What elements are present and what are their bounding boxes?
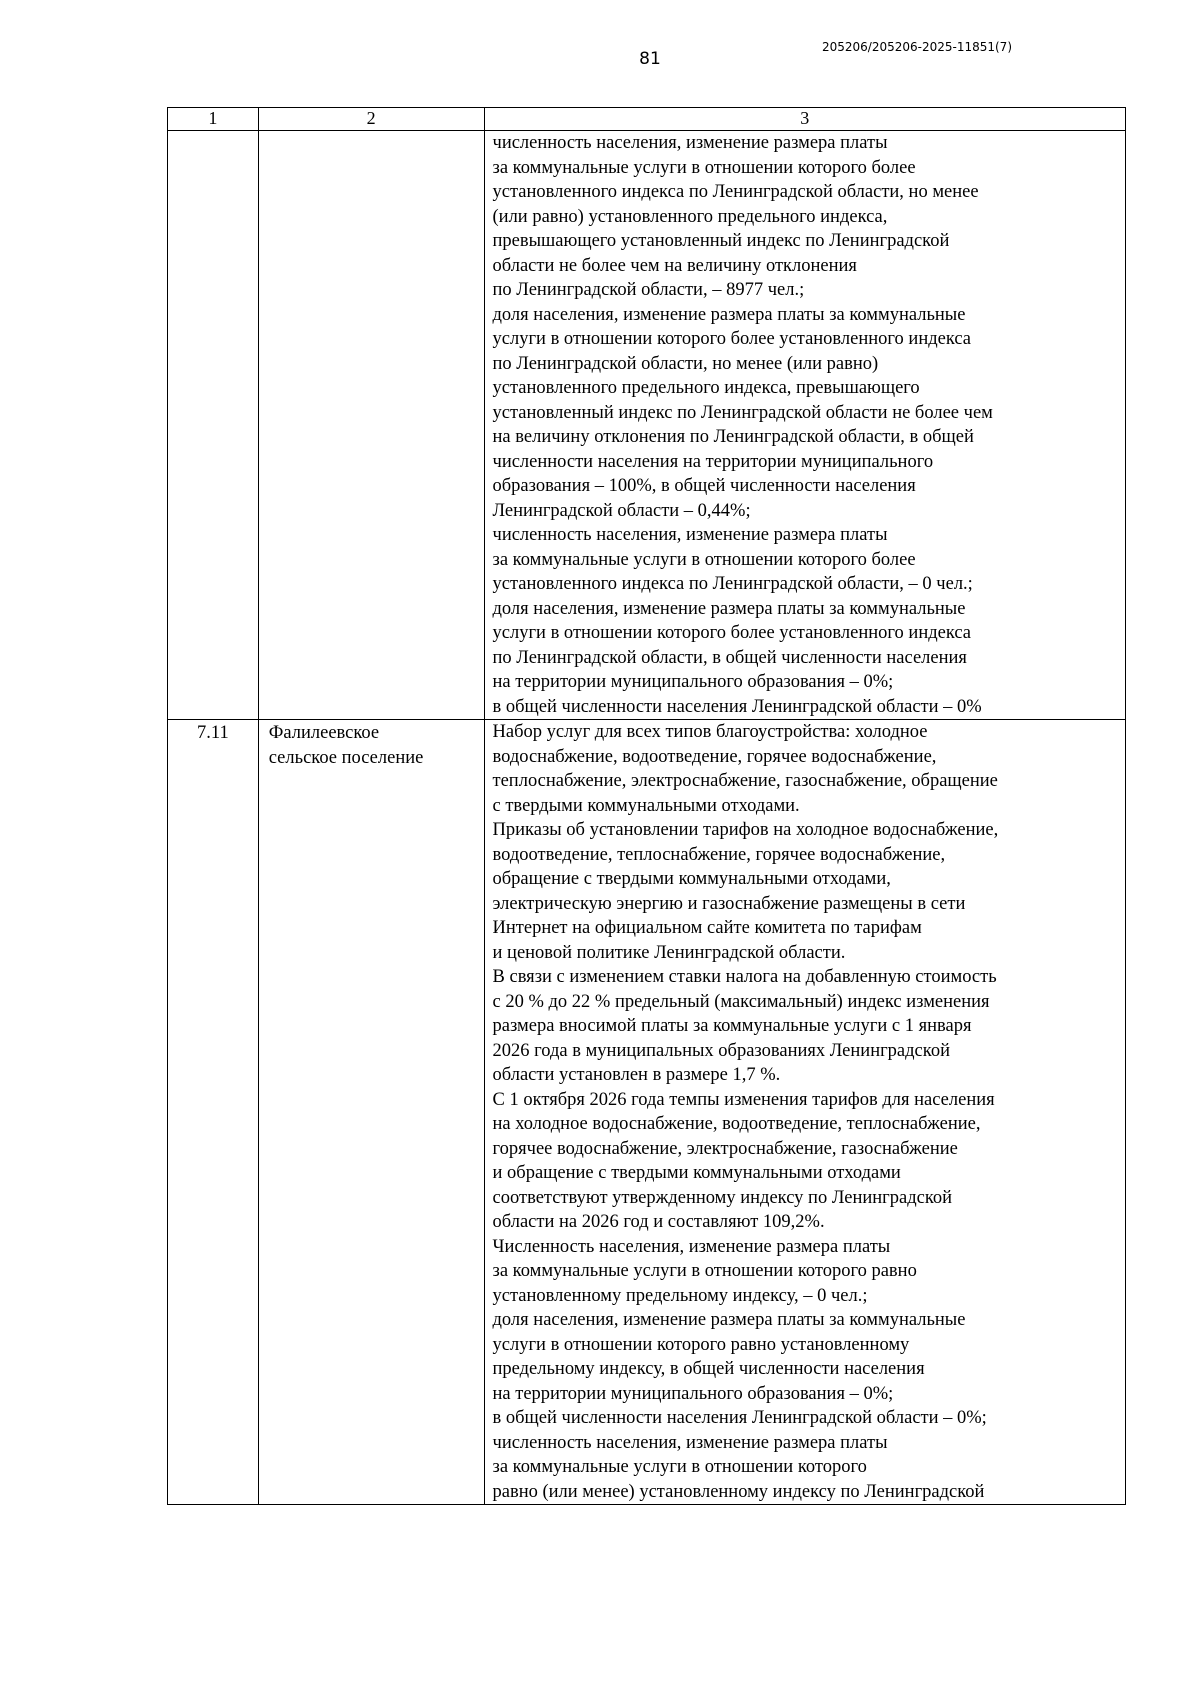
description-line: горячее водоснабжение, электроснабжение, газоснабжение	[492, 1138, 958, 1159]
description-line: и обращение с твердыми коммунальными отходами	[492, 1163, 901, 1183]
description-line: услуги в отношении которого более установленного индекса	[492, 329, 972, 349]
description-line: на величину отклонения по Ленинградской области, в общей	[492, 427, 974, 447]
description-line: услуги в отношении которого равно установленному	[492, 1334, 910, 1355]
description-line: размера вносимой платы за коммунальные услуги с 1 января	[492, 1016, 972, 1036]
description-line: доля населения, изменение размера платы за коммунальные	[492, 304, 966, 325]
description-line: электрическую энергию и газоснабжение размещены в сети	[492, 893, 966, 914]
description-line: Численность населения, изменение размера платы	[492, 1236, 891, 1257]
description-line: установленного индекса по Ленинградской области, – 0 чел.;	[492, 574, 973, 594]
description-line: (или равно) установленного предельного индекса,	[492, 206, 888, 227]
column-header-2: 2	[258, 108, 484, 131]
description-line: с 20 % до 22 % предельный (максимальный) индекс изменения	[492, 991, 990, 1012]
page-number: 81	[639, 49, 661, 69]
description-line: в общей численности населения Ленинградской области – 0%	[492, 696, 982, 717]
document-id: 205206/205206-2025-11851(7)	[821, 40, 1012, 54]
description-line: численности населения на территории муниципального	[492, 451, 934, 472]
column-header-3: 3	[484, 108, 1125, 131]
description-line: соответствуют утвержденному индексу по Ленинградской	[492, 1187, 953, 1208]
description-line: обращение с твердыми коммунальными отходами,	[492, 869, 891, 889]
description-line: 2026 года в муниципальных образованиях Ленинградской	[492, 1040, 950, 1061]
description-line: предельному индексу, в общей численности населения	[492, 1359, 925, 1379]
description-line: доля населения, изменение размера платы за коммунальные	[492, 598, 966, 619]
description-line: за коммунальные услуги в отношении которого более	[492, 549, 916, 570]
table-row	[168, 131, 1126, 720]
description-line: области не более чем на величину отклонения	[492, 255, 857, 276]
description-line: на территории муниципального образования – 0%;	[492, 672, 894, 692]
description-line: области на 2026 год и составляют 109,2%.	[492, 1212, 825, 1232]
description-line: Ленинградской области – 0,44%;	[492, 500, 751, 521]
description-line: равно (или менее) установленному индексу по Ленинградской	[492, 1481, 985, 1502]
description-line: В связи с изменением ставки налога на добавленную стоимость	[492, 967, 997, 987]
description-line: услуги в отношении которого более установленного индекса	[492, 623, 972, 643]
description-cell	[484, 720, 1125, 1505]
description-line: водоотведение, теплоснабжение, горячее водоснабжение,	[492, 844, 946, 865]
municipality-cell	[258, 131, 484, 720]
description-line: установленному предельному индексу, – 0 чел.;	[492, 1285, 868, 1306]
description-line: численность населения, изменение размера платы	[492, 1432, 888, 1453]
column-header-1: 1	[168, 108, 259, 131]
description-line: области установлен в размере 1,7 %.	[492, 1065, 781, 1085]
description-line: по Ленинградской области, в общей численности населения	[492, 647, 967, 668]
description-line: в общей численности населения Ленинградской области – 0%;	[492, 1408, 987, 1428]
description-line: установленный индекс по Ленинградской области не более чем	[492, 402, 993, 423]
municipality-cell	[258, 720, 484, 1505]
description-line: численность населения, изменение размера платы	[492, 133, 888, 153]
description-line: установленного предельного индекса, превышающего	[492, 378, 920, 398]
municipality-name-line: сельское поселение	[268, 747, 424, 768]
description-line: и ценовой политике Ленинградской области.	[492, 942, 846, 963]
description-line: за коммунальные услуги в отношении которого	[492, 1457, 867, 1477]
table-row	[168, 720, 1126, 1505]
description-line: теплоснабжение, электроснабжение, газоснабжение, обращение	[492, 771, 998, 791]
description-line: превышающего установленный индекс по Ленинградской	[492, 231, 950, 251]
description-line: численность населения, изменение размера платы	[492, 525, 888, 545]
row-number-cell	[168, 131, 259, 720]
row-number-cell: 7.11	[168, 720, 259, 1505]
description-line: водоснабжение, водоотведение, горячее водоснабжение,	[492, 746, 937, 767]
description-line: за коммунальные услуги в отношении которого более	[492, 157, 916, 178]
description-line: за коммунальные услуги в отношении которого равно	[492, 1261, 917, 1281]
description-line: Приказы об установлении тарифов на холодное водоснабжение,	[492, 820, 999, 840]
description-line: на территории муниципального образования – 0%;	[492, 1383, 894, 1404]
table-header-row	[168, 108, 1126, 131]
description-line: по Ленинградской области, но менее (или равно)	[492, 353, 879, 374]
description-line: установленного индекса по Ленинградской области, но менее	[492, 182, 979, 202]
description-line: на холодное водоснабжение, водоотведение, теплоснабжение,	[492, 1114, 981, 1134]
description-line: по Ленинградской области, – 8977 чел.;	[492, 280, 805, 300]
description-line: с твердыми коммунальными отходами.	[492, 795, 800, 816]
description-line: С 1 октября 2026 года темпы изменения тарифов для населения	[492, 1089, 995, 1110]
description-line: образования – 100%, в общей численности населения	[492, 476, 916, 496]
tariff-table	[167, 107, 1126, 1505]
description-line: доля населения, изменение размера платы за коммунальные	[492, 1310, 966, 1330]
description-line: Набор услуг для всех типов благоустройства: холодное	[492, 722, 928, 742]
municipality-name-line: Фалилеевское	[268, 723, 380, 743]
description-line: Интернет на официальном сайте комитета по тарифам	[492, 918, 922, 938]
description-cell	[484, 131, 1125, 720]
